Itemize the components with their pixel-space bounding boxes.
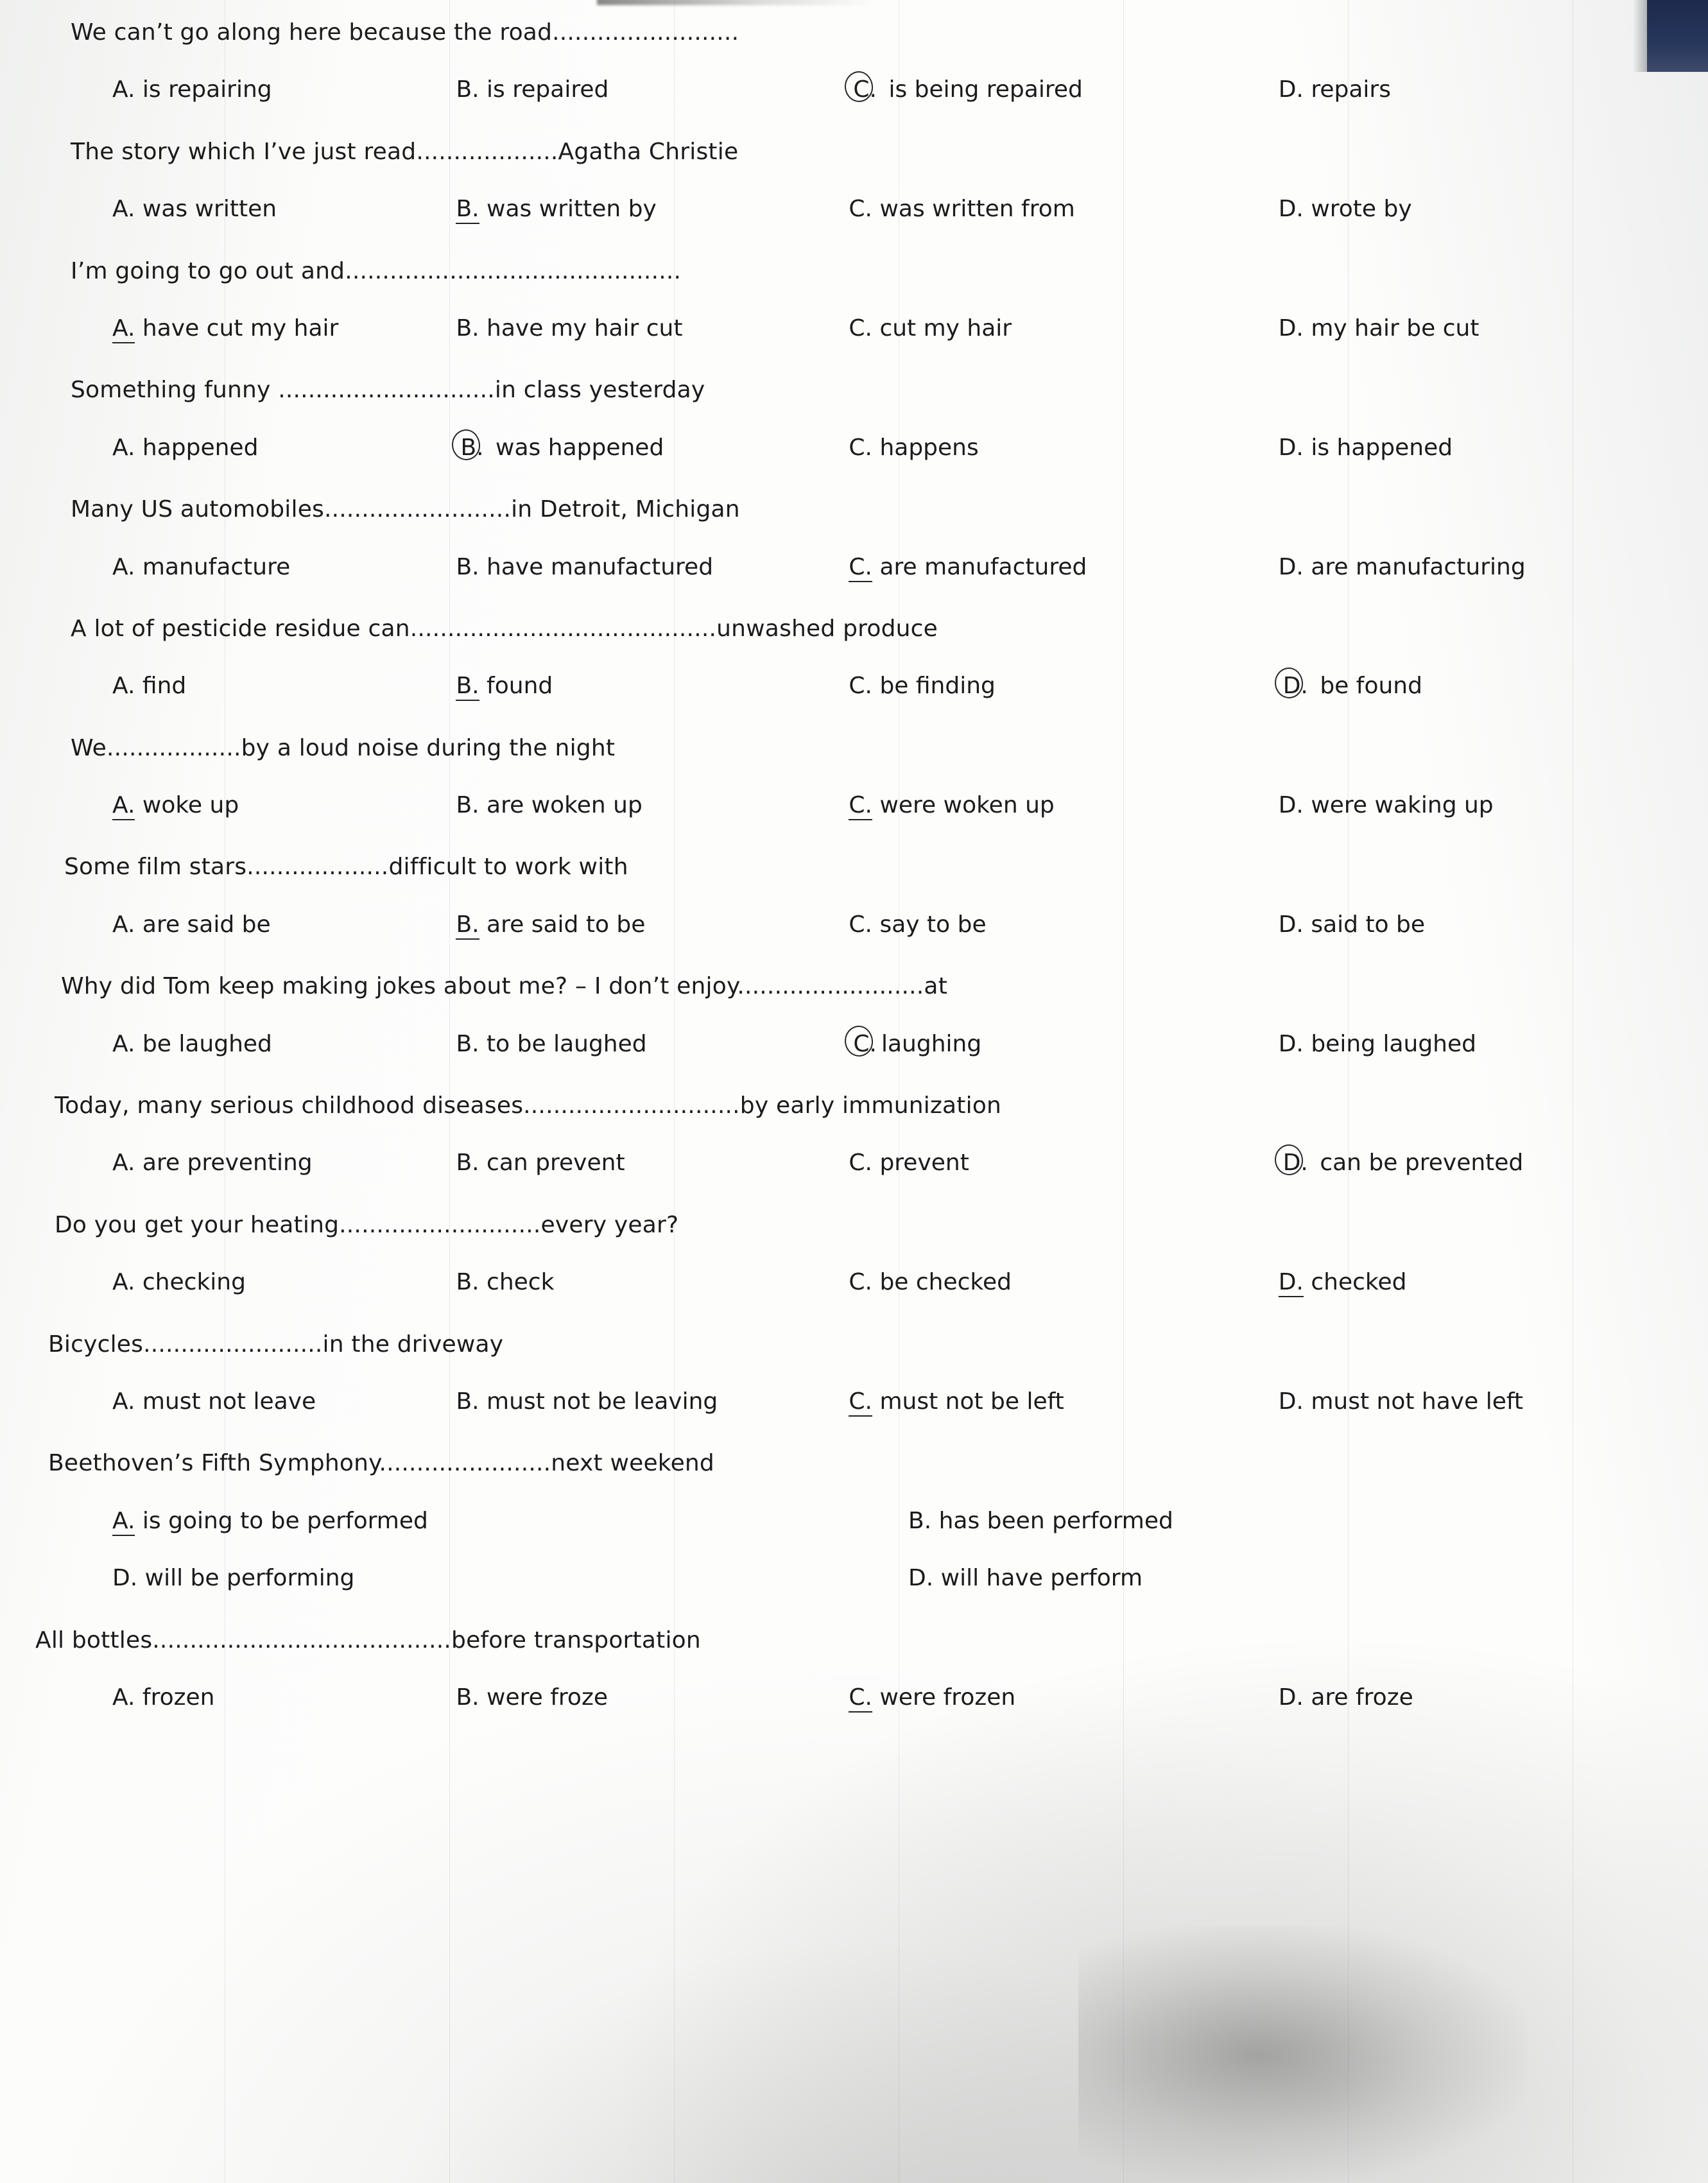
option-a-text: must not leave [142, 1388, 316, 1415]
question-item [0, 1627, 1708, 1711]
option-d[interactable] [1279, 1684, 1708, 1711]
option-a-label: A. [112, 911, 135, 938]
option-a-text: be laughed [142, 1030, 272, 1057]
option-a-text: is going to be performed [142, 1507, 428, 1534]
option-b-label: B. [456, 553, 479, 580]
option-a-text: manufacture [142, 553, 291, 580]
option-c-text: happens [879, 434, 979, 461]
option-c-text: was written from [879, 196, 1075, 223]
option-b[interactable] [456, 1150, 849, 1176]
question-stem: Something funny .............................in class yesterday [71, 377, 705, 404]
option-a-label: A. [112, 434, 135, 461]
question-stem: We..................by a loud noise during the night [71, 734, 616, 761]
option-b[interactable] [456, 554, 849, 580]
option-b[interactable] [456, 435, 849, 461]
question-stem: Bicycles........................in the driveway [48, 1331, 504, 1358]
option-b-text: to be laughed [487, 1030, 647, 1057]
option-d-label: D. [1278, 553, 1304, 580]
option-d[interactable] [1279, 554, 1708, 580]
option-c-text: prevent [879, 1150, 969, 1177]
question-item [0, 854, 1708, 938]
option-a[interactable] [0, 1150, 456, 1176]
option-b-label: B. [456, 911, 479, 940]
answer-options [0, 1684, 1708, 1711]
option-a-text: woke up [142, 792, 239, 819]
option-b-label: B. [456, 792, 479, 819]
option-c-text: be checked [879, 1269, 1012, 1296]
option-d-left-text: will be performing [144, 1565, 355, 1592]
option-d-right[interactable] [908, 1565, 1486, 1591]
option-d[interactable] [1279, 1388, 1708, 1415]
option-d-text: must not have left [1311, 1388, 1524, 1415]
option-b-text: was happened [496, 434, 664, 461]
option-d-label: D. [1278, 792, 1304, 819]
option-b-text: has been performed [938, 1507, 1173, 1534]
option-a[interactable] [0, 1269, 456, 1295]
option-b[interactable] [456, 911, 849, 938]
option-d[interactable] [1279, 315, 1708, 341]
question-item [0, 139, 1708, 223]
option-d[interactable] [1279, 76, 1708, 103]
answer-options [0, 1388, 1708, 1415]
option-b-text: is repaired [487, 76, 609, 103]
option-d-text: can be prevented [1320, 1150, 1524, 1177]
option-b-label: B. [456, 1684, 479, 1711]
answer-options [0, 792, 1708, 818]
option-b[interactable] [456, 1388, 849, 1415]
option-d[interactable] [1279, 792, 1708, 818]
option-d-right-label: D. [908, 1565, 934, 1592]
option-c[interactable] [849, 1388, 1278, 1415]
option-b-text: are woken up [487, 792, 643, 819]
question-stem: Why did Tom keep making jokes about me? – I don’t enjoy.........................at [61, 973, 948, 1000]
option-b[interactable] [456, 673, 849, 699]
question-stem: The story which I’ve just read...................Agatha Christie [71, 138, 739, 165]
option-a-text: find [142, 673, 187, 700]
option-b-text: were froze [487, 1684, 608, 1711]
answer-options-second-row [0, 1565, 1708, 1591]
option-c[interactable] [849, 673, 1278, 699]
option-c[interactable] [849, 1269, 1278, 1295]
option-c-label: C. [849, 1269, 872, 1296]
option-b-label: B. [456, 76, 479, 103]
question-stem: I’m going to go out and............................................. [71, 257, 682, 284]
option-a-label: A. [112, 196, 135, 223]
option-b-text: check [487, 1269, 555, 1296]
question-item [0, 377, 1708, 461]
option-a-label: A. [112, 792, 135, 820]
option-d-text: being laughed [1311, 1030, 1476, 1057]
option-c-label: C. [849, 76, 881, 103]
option-b-label: B. [456, 1030, 479, 1057]
option-a-text: are preventing [142, 1150, 313, 1177]
option-d-text: my hair be cut [1311, 315, 1479, 341]
option-b-text: have my hair cut [487, 315, 683, 341]
question-stem: We can’t go along here because the road......................... [71, 19, 739, 46]
option-c-text: be finding [879, 673, 996, 700]
option-b-label: B. [456, 673, 479, 701]
option-a-label: A. [112, 1684, 135, 1711]
option-d-label: D. [1278, 315, 1304, 341]
option-d[interactable] [1279, 1150, 1708, 1176]
option-d[interactable] [1279, 435, 1708, 461]
option-c-label: C. [849, 1684, 872, 1713]
option-a[interactable] [0, 315, 456, 341]
option-d[interactable] [1279, 673, 1708, 699]
option-d-text: are manufacturing [1311, 553, 1526, 580]
option-b-text: must not be leaving [487, 1388, 718, 1415]
option-d-text: be found [1320, 673, 1422, 700]
option-a[interactable] [0, 76, 456, 103]
option-a-label: A. [112, 1030, 135, 1057]
option-c-label: C. [849, 554, 872, 582]
option-b-label: B. [456, 196, 479, 224]
option-c-label: C. [849, 315, 872, 341]
answer-options [0, 76, 1708, 103]
option-c-label: C. [849, 196, 872, 223]
option-d-text: repairs [1311, 76, 1391, 103]
option-a-text: are said be [142, 911, 271, 938]
answer-options [0, 1031, 1708, 1057]
option-c-label: C. [849, 434, 872, 461]
option-c-text: say to be [879, 911, 987, 938]
option-a-text: was written [142, 196, 277, 223]
option-b-label: B. [456, 315, 479, 341]
option-b-text: are said to be [487, 911, 646, 938]
option-c-label: C. [849, 911, 872, 938]
option-d-text: said to be [1311, 911, 1426, 938]
option-d-label: D. [1279, 673, 1313, 699]
option-c-text: are manufactured [879, 553, 1087, 580]
question-stem: A lot of pesticide residue can.........................................unwashed produce [71, 615, 938, 642]
question-stem: Do you get your heating...........................every year? [55, 1211, 679, 1238]
option-d-label: D. [1278, 1030, 1304, 1057]
option-a-label: A. [112, 1269, 135, 1296]
answer-options [0, 911, 1708, 938]
option-a-label: A. [112, 1150, 135, 1177]
question-stem: Today, many serious childhood diseases.............................by early immunization [55, 1092, 1002, 1119]
option-c-label: C. [849, 1150, 872, 1177]
option-a[interactable] [0, 435, 456, 461]
option-b-text: have manufactured [487, 553, 714, 580]
answer-options [0, 1269, 1708, 1295]
question-item [0, 1212, 1708, 1296]
answer-options [0, 1508, 1708, 1534]
option-b[interactable] [456, 1031, 849, 1057]
option-a-text: have cut my hair [142, 315, 339, 341]
option-d-label: D. [1278, 76, 1304, 103]
option-b-label: B. [456, 1150, 479, 1177]
question-item [0, 1331, 1708, 1415]
option-a-label: A. [112, 1388, 135, 1415]
answer-options [0, 1150, 1708, 1176]
option-c-label: C. [849, 1388, 872, 1417]
option-d-text: are froze [1311, 1684, 1413, 1711]
option-b-label: B. [456, 1388, 479, 1415]
option-a-text: happened [142, 434, 259, 461]
option-c[interactable] [849, 1150, 1278, 1176]
option-c-label: C. [849, 792, 872, 820]
option-d-label: D. [1279, 1269, 1304, 1297]
question-item [0, 1450, 1708, 1591]
option-c-text: were frozen [879, 1684, 1016, 1711]
option-a-label: A. [112, 76, 135, 103]
option-a[interactable] [0, 1684, 456, 1711]
option-a-text: frozen [142, 1684, 215, 1711]
option-d-right-text: will have perform [940, 1565, 1143, 1592]
question-stem: Many US automobiles.........................in Detroit, Michigan [71, 496, 740, 523]
option-c[interactable] [849, 315, 1278, 341]
option-c[interactable] [849, 76, 1278, 103]
option-d[interactable] [1279, 1269, 1708, 1295]
question-stem: Beethoven’s Fifth Symphony.......................next weekend [48, 1450, 714, 1477]
question-item [0, 258, 1708, 342]
option-c[interactable] [849, 435, 1278, 461]
option-a[interactable] [0, 1031, 456, 1057]
option-d-label: D. [1278, 196, 1304, 223]
question-item [0, 616, 1708, 700]
option-c-text: were woken up [879, 792, 1055, 819]
answer-options [0, 196, 1708, 222]
option-b[interactable] [908, 1508, 1486, 1534]
option-b[interactable] [456, 315, 849, 341]
option-d-label: D. [1278, 1684, 1304, 1711]
option-d-label: D. [1278, 434, 1304, 461]
option-d-left-label: D. [112, 1565, 138, 1592]
option-d[interactable] [1279, 911, 1708, 938]
option-b-text: was written by [487, 196, 657, 223]
option-c[interactable] [849, 911, 1278, 938]
option-d-label: D. [1279, 1150, 1313, 1176]
option-c[interactable] [849, 196, 1278, 222]
question-item [0, 19, 1708, 103]
option-a[interactable] [0, 911, 456, 938]
answer-options [0, 554, 1708, 580]
option-a-text: is repairing [142, 76, 272, 103]
question-item [0, 496, 1708, 580]
question-stem: Some film stars...................difficult to work with [64, 854, 628, 881]
answer-options [0, 673, 1708, 699]
option-d-text: were waking up [1311, 792, 1494, 819]
answer-options [0, 315, 1708, 341]
option-a[interactable] [0, 554, 456, 580]
option-a-label: A. [112, 315, 135, 343]
option-d-label: D. [1278, 911, 1304, 938]
option-c-label: C. [849, 673, 872, 700]
option-d-text: wrote by [1311, 196, 1412, 223]
question-item [0, 735, 1708, 819]
option-d-text: is happened [1311, 434, 1453, 461]
answer-options [0, 435, 1708, 461]
option-a[interactable] [0, 196, 456, 222]
option-c-label: C. [849, 1031, 881, 1057]
option-a[interactable] [0, 673, 456, 699]
option-b[interactable] [456, 792, 849, 818]
option-b[interactable] [456, 1684, 849, 1711]
option-d-label: D. [1278, 1388, 1304, 1415]
question-stem: All bottles........................................before transportation [35, 1626, 701, 1653]
option-a-label: A. [112, 673, 135, 700]
option-c[interactable] [849, 792, 1278, 818]
option-a[interactable] [0, 792, 456, 818]
option-b-label: B. [908, 1507, 932, 1534]
option-c-text: cut my hair [879, 315, 1012, 341]
question-item [0, 973, 1708, 1057]
option-b[interactable] [456, 76, 849, 103]
option-c-text: is being repaired [888, 76, 1083, 103]
option-a[interactable] [0, 1388, 456, 1415]
option-a-label: A. [112, 553, 135, 580]
option-d-text: checked [1311, 1269, 1407, 1296]
option-b-label: B. [456, 1269, 479, 1296]
option-c[interactable] [849, 1684, 1278, 1711]
option-c[interactable] [849, 1031, 1278, 1057]
option-d-left[interactable] [0, 1565, 908, 1591]
option-a-text: checking [142, 1269, 246, 1296]
option-d[interactable] [1279, 196, 1708, 222]
option-c-text: laughing [881, 1030, 982, 1057]
option-d[interactable] [1279, 1031, 1708, 1057]
option-a-label: A. [112, 1508, 135, 1536]
option-b-text: found [487, 673, 553, 700]
option-c-text: must not be left [879, 1388, 1064, 1415]
option-b[interactable] [456, 196, 849, 222]
option-b[interactable] [456, 1269, 849, 1295]
option-b-text: can prevent [487, 1150, 625, 1177]
option-b-label: B. [456, 435, 488, 461]
option-a[interactable] [0, 1508, 908, 1534]
question-item [0, 1092, 1708, 1177]
option-c[interactable] [849, 554, 1278, 580]
